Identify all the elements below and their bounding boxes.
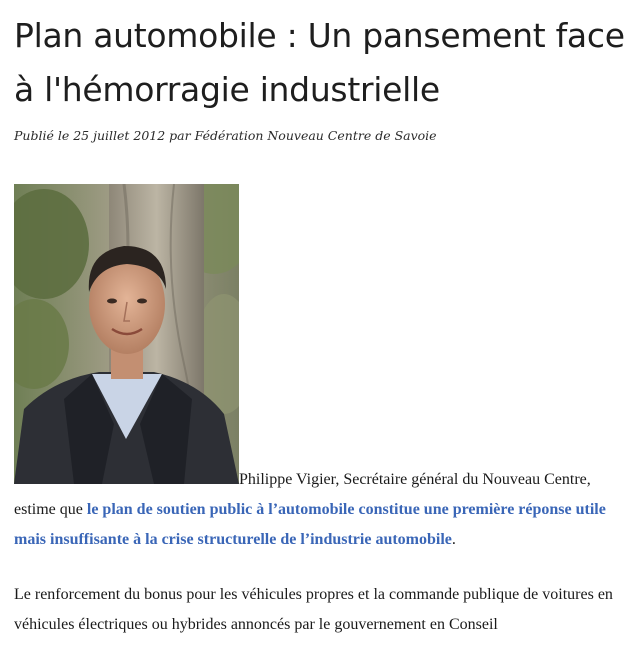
article — [14, 0, 629, 640]
portrait-photo-icon — [14, 184, 239, 484]
article-byline: Publié le 25 juillet 2012 par Fédération Nouveau Centre de Savoie — [14, 128, 437, 143]
article-paragraph-1 — [14, 184, 629, 555]
article-paragraph-2: Le renforcement du bonus pour les véhicules propres et la commande publique de voitures en véhicules électriques ou hybrides annoncés par le gouvernement en Conseil — [14, 586, 613, 633]
paragraph-1-lead: Philippe Vigier, Secrétaire général du Nouveau Centre, estime que — [14, 471, 591, 518]
article-title: Plan automobile : Un pansement face à l'hémorragie industrielle — [14, 16, 625, 109]
paragraph-1-end: . — [451, 531, 456, 548]
soutien-public-highlight: le plan de soutien public à l’automobile constitue une première réponse utile mais insuffisante à la crise structurelle de l’industrie automobile — [14, 501, 606, 548]
